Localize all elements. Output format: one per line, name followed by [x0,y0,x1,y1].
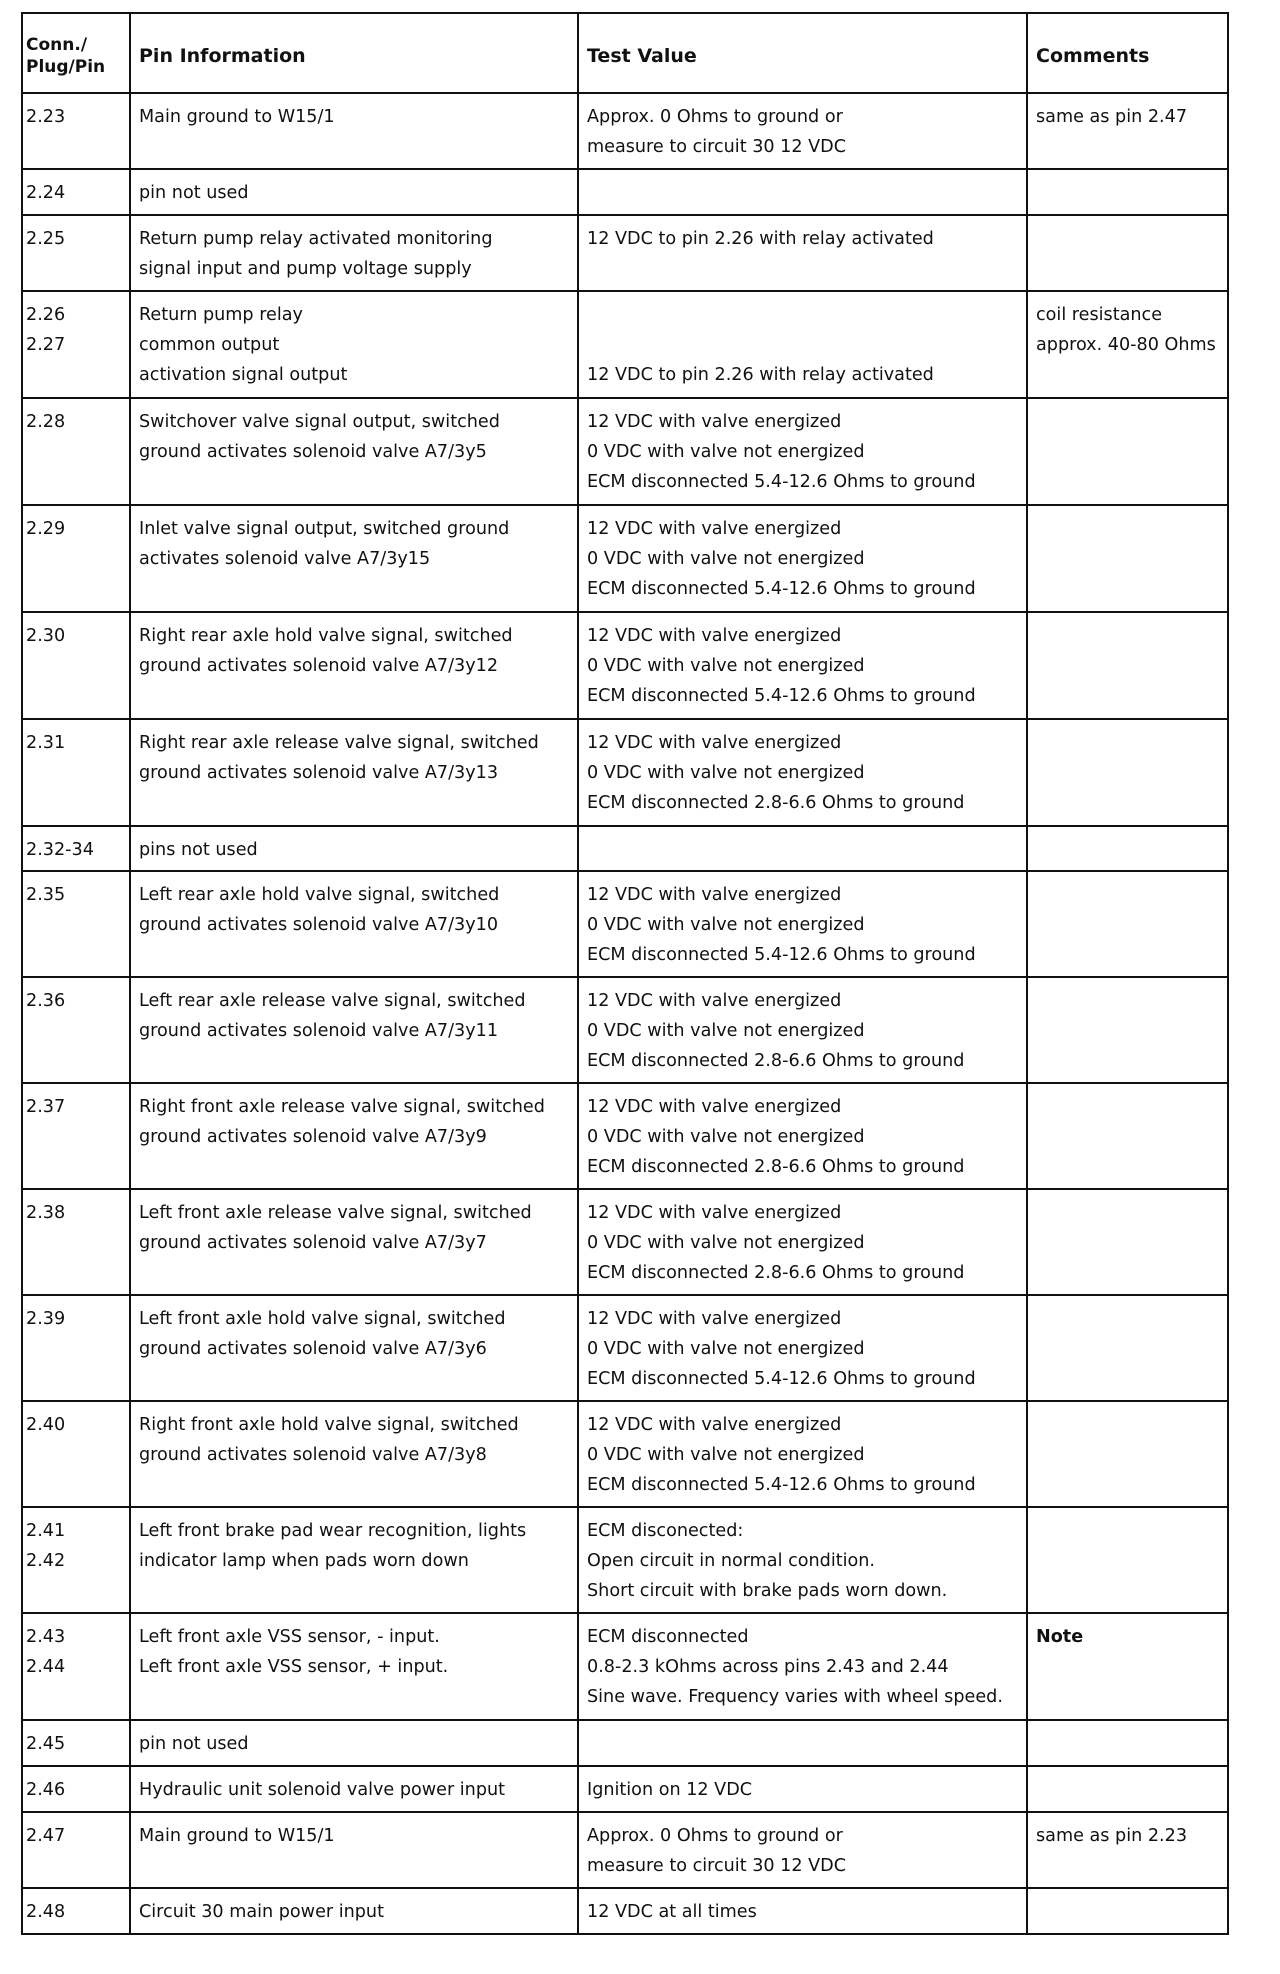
cell-pin-information-line: Left front axle VSS sensor, + input. [139,1657,449,1677]
cell-pin-information-line: Switchover valve signal output, switched [139,412,500,432]
cell-pin-information-line: Right rear axle hold valve signal, switched [139,626,513,646]
cell-pin-line: 2.41 [26,1521,66,1541]
cell-comments [1027,1720,1228,1766]
cell-pin-information [130,505,578,612]
cell-pin-information-line: common output [139,335,280,355]
cell-test-value-line: 12 VDC with valve energized [587,1309,842,1329]
cell-test-value-line: 12 VDC with valve energized [587,885,842,905]
cell-test-value-line: ECM disconnected 5.4-12.6 Ohms to ground [587,945,976,965]
cell-pin-information [130,169,578,215]
cell-comments [1027,1888,1228,1934]
cell-test-value-line: 0.8-2.3 kOhms across pins 2.43 and 2.44 [587,1657,949,1677]
cell-comments [1027,1401,1228,1507]
cell-pin-information [130,215,578,291]
cell-comments [1027,505,1228,612]
cell-pin-information [130,1401,578,1507]
cell-pin-information-line: Right rear axle release valve signal, switched [139,733,539,753]
cell-pin-information-line: ground activates solenoid valve A7/3y12 [139,656,499,676]
cell-pin-line: 2.26 [26,305,66,325]
cell-pin [22,398,130,505]
table-row [22,612,1228,719]
cell-pin-line: 2.40 [26,1415,66,1435]
cell-comments [1027,398,1228,505]
cell-pin [22,505,130,612]
cell-pin [22,1083,130,1189]
cell-pin [22,1507,130,1613]
cell-pin-information-line: pin not used [139,1734,249,1754]
cell-pin-information-line: Right front axle release valve signal, switched [139,1097,545,1117]
cell-test-value-line: 12 VDC with valve energized [587,1203,842,1223]
cell-pin-line: 2.24 [26,183,66,203]
header-test-value: Test Value [578,13,1027,93]
cell-pin-information-line: Main ground to W15/1 [139,1826,335,1846]
table-row [22,291,1228,398]
cell-pin-information-line: activates solenoid valve A7/3y15 [139,549,431,569]
cell-pin-information-line: activation signal output [139,365,348,385]
cell-test-value-line: 12 VDC with valve energized [587,733,842,753]
table-row [22,1613,1228,1720]
cell-pin-information [130,1295,578,1401]
cell-test-value [578,719,1027,826]
cell-test-value-line: 12 VDC with valve energized [587,412,842,432]
cell-pin [22,1613,130,1720]
header-conn-plug-pin: Conn./ Plug/Pin [22,13,130,93]
cell-pin [22,1189,130,1295]
cell-test-value-line: 12 VDC with valve energized [587,1415,842,1435]
cell-test-value-line: Sine wave. Frequency varies with wheel speed. [587,1687,1003,1707]
cell-comments [1027,1507,1228,1613]
table-row [22,1083,1228,1189]
cell-comments [1027,719,1228,826]
cell-comments [1027,1083,1228,1189]
cell-test-value-line: 12 VDC at all times [587,1902,757,1922]
cell-pin-information-line: ground activates solenoid valve A7/3y9 [139,1127,487,1147]
header-row [22,13,1228,93]
cell-test-value-line: 12 VDC with valve energized [587,1097,842,1117]
cell-pin-information [130,398,578,505]
cell-test-value-line: Approx. 0 Ohms to ground or [587,107,843,127]
cell-pin-line: 2.47 [26,1826,66,1846]
cell-pin-line: 2.39 [26,1309,66,1329]
cell-comments [1027,169,1228,215]
cell-pin-information [130,1888,578,1934]
cell-test-value [578,1613,1027,1720]
cell-comments [1027,1812,1228,1888]
cell-test-value-line: ECM disconected: [587,1521,744,1541]
cell-test-value-line: 0 VDC with valve not energized [587,1445,865,1465]
cell-test-value [578,1295,1027,1401]
cell-pin [22,169,130,215]
cell-test-value-line: ECM disconnected 2.8-6.6 Ohms to ground [587,1157,965,1177]
cell-test-value-line: ECM disconnected 2.8-6.6 Ohms to ground [587,1051,965,1071]
cell-test-value-line: 0 VDC with valve not energized [587,656,865,676]
cell-pin-information-line: Return pump relay activated monitoring [139,229,493,249]
cell-test-value [578,505,1027,612]
cell-test-value-line: 0 VDC with valve not energized [587,549,865,569]
cell-pin-line: 2.29 [26,519,66,539]
table-row [22,1888,1228,1934]
table-row [22,93,1228,169]
cell-pin-line: 2.31 [26,733,66,753]
cell-comments-line: same as pin 2.47 [1036,107,1188,127]
table-row [22,977,1228,1083]
cell-test-value-line: ECM disconnected 5.4-12.6 Ohms to ground [587,579,976,599]
cell-pin-information-line: Hydraulic unit solenoid valve power input [139,1780,506,1800]
cell-pin-information-line: Left rear axle release valve signal, switched [139,991,526,1011]
cell-pin-information [130,291,578,398]
cell-test-value [578,1720,1027,1766]
cell-pin-information [130,1507,578,1613]
cell-test-value [578,826,1027,871]
cell-test-value [578,1812,1027,1888]
cell-pin-line: 2.48 [26,1902,66,1922]
cell-pin-information-line: ground activates solenoid valve A7/3y5 [139,442,487,462]
cell-pin-information-line: signal input and pump voltage supply [139,259,472,279]
cell-comments [1027,1295,1228,1401]
cell-pin [22,1766,130,1812]
cell-pin-line: 2.38 [26,1203,66,1223]
cell-pin-line: 2.27 [26,335,66,355]
cell-pin-information-line: Left front axle VSS sensor, - input. [139,1627,440,1647]
table-row [22,871,1228,977]
cell-pin-line: 2.35 [26,885,66,905]
cell-test-value-line: Open circuit in normal condition. [587,1551,876,1571]
table-body [22,93,1228,1934]
cell-pin-information-line: Circuit 30 main power input [139,1902,384,1922]
cell-test-value [578,1189,1027,1295]
cell-pin-information [130,1720,578,1766]
cell-test-value-line: 0 VDC with valve not energized [587,442,865,462]
cell-test-value-line: 12 VDC to pin 2.26 with relay activated [587,229,934,249]
table-row [22,1295,1228,1401]
cell-test-value-line: ECM disconnected 5.4-12.6 Ohms to ground [587,686,976,706]
cell-test-value-line: 0 VDC with valve not energized [587,1127,865,1147]
cell-pin-line: 2.23 [26,107,66,127]
cell-test-value-line: 12 VDC to pin 2.26 with relay activated [587,365,934,385]
cell-pin-information-line: ground activates solenoid valve A7/3y7 [139,1233,487,1253]
cell-pin [22,1720,130,1766]
cell-test-value [578,871,1027,977]
table-row [22,1812,1228,1888]
cell-pin-information-line: ground activates solenoid valve A7/3y13 [139,763,499,783]
cell-pin-information-line: Left front axle release valve signal, switched [139,1203,532,1223]
cell-test-value [578,1507,1027,1613]
cell-pin [22,93,130,169]
cell-pin-line: 2.43 [26,1627,66,1647]
cell-comments [1027,612,1228,719]
cell-pin-information [130,1812,578,1888]
cell-test-value [578,612,1027,719]
pin-test-table [21,12,1229,1935]
cell-test-value-line: measure to circuit 30 12 VDC [587,1856,847,1876]
cell-pin-line: 2.42 [26,1551,66,1571]
table-row [22,169,1228,215]
cell-pin-information [130,93,578,169]
table-row [22,398,1228,505]
cell-pin [22,719,130,826]
cell-pin-line: 2.46 [26,1780,66,1800]
table-row [22,215,1228,291]
cell-pin-line: 2.30 [26,626,66,646]
cell-pin-information [130,612,578,719]
cell-pin-information [130,1766,578,1812]
cell-test-value [578,1401,1027,1507]
cell-comments [1027,215,1228,291]
cell-pin [22,1888,130,1934]
cell-pin-line: 2.44 [26,1657,66,1677]
header-comments: Comments [1027,13,1228,93]
cell-comments [1027,977,1228,1083]
cell-test-value [578,1083,1027,1189]
cell-comments-line: Note [1036,1627,1084,1647]
table-row [22,1720,1228,1766]
cell-comments [1027,291,1228,398]
table-row [22,719,1228,826]
table-row [22,1507,1228,1613]
cell-test-value-line [587,330,1018,360]
cell-test-value-line: measure to circuit 30 12 VDC [587,137,847,157]
cell-pin-information-line: Left rear axle hold valve signal, switched [139,885,500,905]
cell-comments-line: coil resistance [1036,305,1163,325]
cell-test-value-line: ECM disconnected 5.4-12.6 Ohms to ground [587,472,976,492]
table-row [22,1766,1228,1812]
cell-test-value-line: 0 VDC with valve not energized [587,1339,865,1359]
table-row [22,1401,1228,1507]
cell-pin [22,977,130,1083]
cell-test-value-line: 0 VDC with valve not energized [587,763,865,783]
cell-pin-line: 2.32-34 [26,840,94,860]
cell-pin-information-line: pins not used [139,840,258,860]
cell-pin-information [130,1083,578,1189]
cell-pin-information [130,826,578,871]
cell-test-value [578,291,1027,398]
cell-pin-information [130,977,578,1083]
cell-pin-information-line: Main ground to W15/1 [139,107,335,127]
cell-pin-information [130,871,578,977]
cell-pin-information [130,719,578,826]
table-row [22,505,1228,612]
cell-test-value-line: 12 VDC with valve energized [587,991,842,1011]
cell-comments [1027,1766,1228,1812]
cell-pin [22,1401,130,1507]
cell-pin-line: 2.45 [26,1734,66,1754]
table-row [22,826,1228,871]
cell-test-value [578,169,1027,215]
cell-pin [22,1295,130,1401]
cell-comments [1027,1613,1228,1720]
cell-test-value-line: ECM disconnected [587,1627,749,1647]
cell-pin-information-line: ground activates solenoid valve A7/3y10 [139,915,499,935]
cell-test-value-line: ECM disconnected 5.4-12.6 Ohms to ground [587,1475,976,1495]
cell-test-value-line: 12 VDC with valve energized [587,626,842,646]
cell-test-value-line: 0 VDC with valve not energized [587,1233,865,1253]
cell-pin-information-line: indicator lamp when pads worn down [139,1551,469,1571]
cell-comments-line: approx. 40-80 Ohms [1036,335,1216,355]
cell-test-value-line: ECM disconnected 2.8-6.6 Ohms to ground [587,1263,965,1283]
cell-test-value-line: 0 VDC with valve not energized [587,915,865,935]
cell-test-value-line: Approx. 0 Ohms to ground or [587,1826,843,1846]
header-pin-information: Pin Information [130,13,578,93]
cell-pin-line: 2.37 [26,1097,66,1117]
cell-test-value [578,215,1027,291]
cell-comments [1027,1189,1228,1295]
cell-pin-information-line: Return pump relay [139,305,303,325]
cell-test-value [578,1766,1027,1812]
cell-test-value-line: ECM disconnected 2.8-6.6 Ohms to ground [587,793,965,813]
cell-test-value [578,977,1027,1083]
cell-test-value-line: Ignition on 12 VDC [587,1780,753,1800]
cell-pin-information-line: Inlet valve signal output, switched ground [139,519,510,539]
table-row [22,1189,1228,1295]
cell-test-value [578,398,1027,505]
cell-pin-information [130,1613,578,1720]
cell-pin [22,871,130,977]
cell-test-value-line [587,300,1018,330]
cell-comments [1027,871,1228,977]
cell-pin-information-line: Right front axle hold valve signal, switched [139,1415,519,1435]
cell-pin-information-line: ground activates solenoid valve A7/3y11 [139,1021,499,1041]
cell-test-value [578,93,1027,169]
cell-test-value-line: Short circuit with brake pads worn down. [587,1581,948,1601]
cell-test-value-line: 12 VDC with valve energized [587,519,842,539]
cell-pin-information-line: ground activates solenoid valve A7/3y8 [139,1445,487,1465]
cell-pin [22,291,130,398]
cell-pin-information-line: Left front axle hold valve signal, switched [139,1309,506,1329]
cell-comments [1027,826,1228,871]
cell-pin-information [130,1189,578,1295]
cell-pin [22,612,130,719]
cell-pin-line: 2.28 [26,412,66,432]
cell-comments [1027,93,1228,169]
cell-comments-line: same as pin 2.23 [1036,1826,1188,1846]
cell-test-value-line: ECM disconnected 5.4-12.6 Ohms to ground [587,1369,976,1389]
cell-pin-information-line: ground activates solenoid valve A7/3y6 [139,1339,487,1359]
cell-pin-information-line: Left front brake pad wear recognition, lights [139,1521,527,1541]
cell-test-value-line: 0 VDC with valve not energized [587,1021,865,1041]
cell-test-value [578,1888,1027,1934]
cell-pin-line: 2.36 [26,991,66,1011]
cell-pin [22,826,130,871]
cell-pin-line: 2.25 [26,229,66,249]
cell-pin [22,1812,130,1888]
cell-pin-information-line: pin not used [139,183,249,203]
cell-pin [22,215,130,291]
